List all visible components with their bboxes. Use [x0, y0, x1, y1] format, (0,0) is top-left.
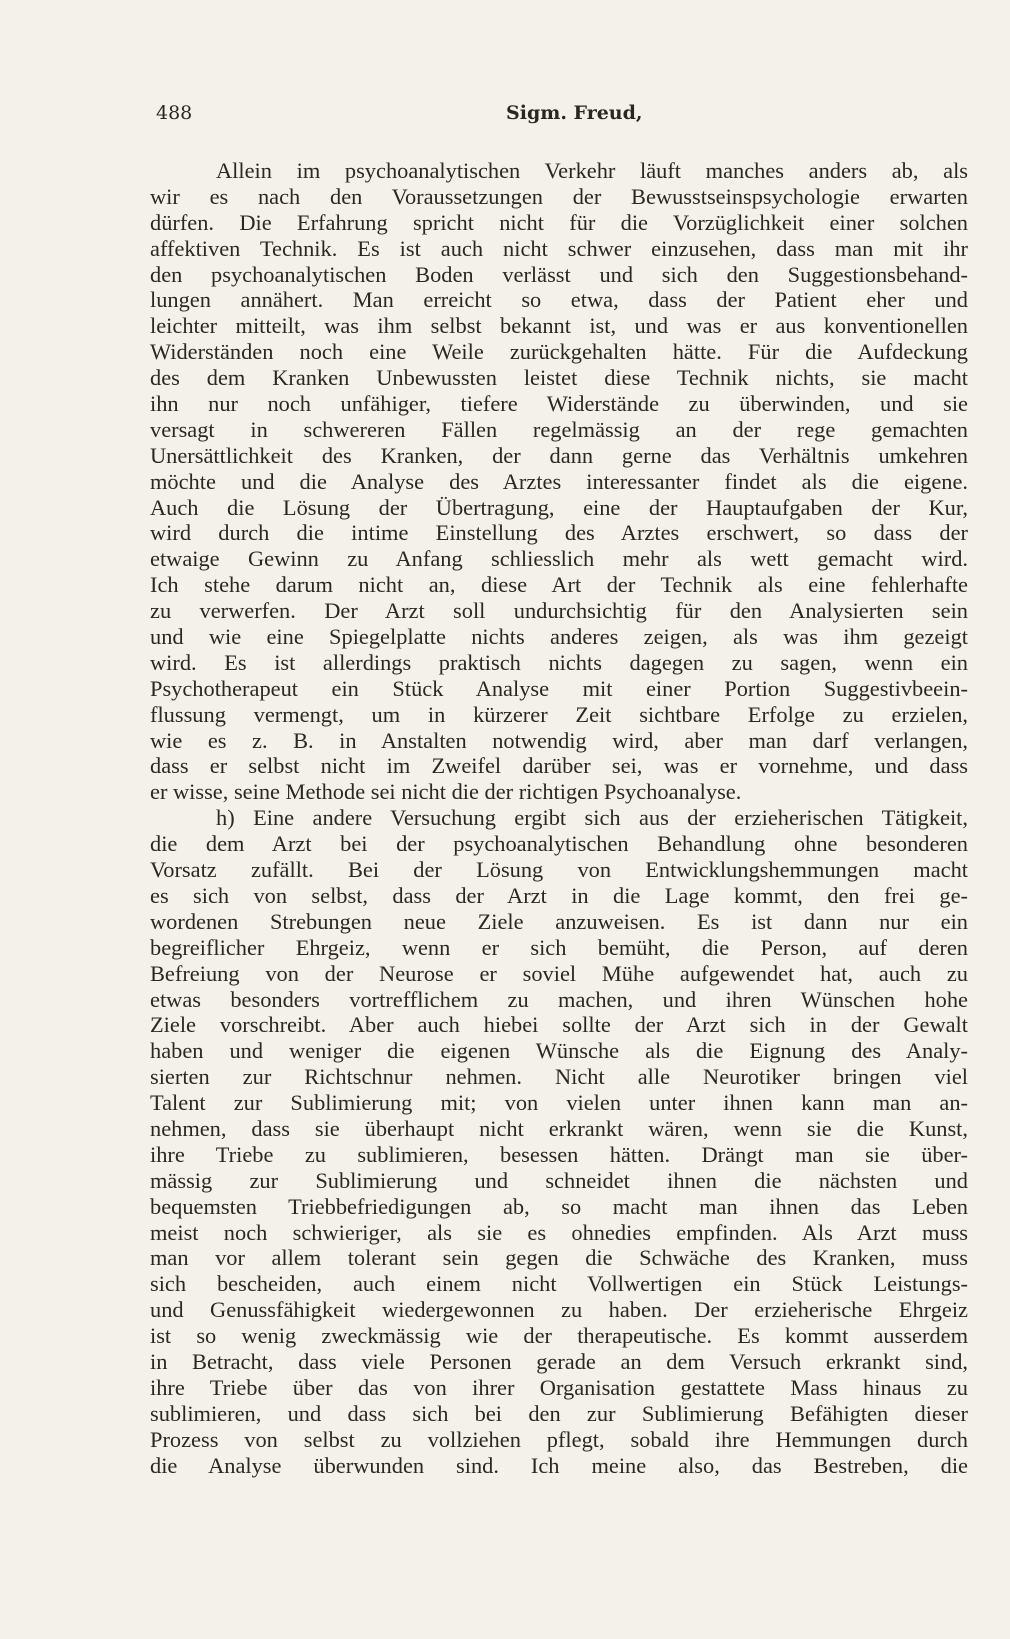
text-line: ihn nur noch unfähiger, tiefere Widerstände zu überwinden, und sie: [150, 391, 968, 417]
text-line: möchte und die Analyse des Arztes interessanter findet als die eigene.: [150, 468, 968, 494]
text-line: es sich von selbst, dass der Arzt in die Lage kommt, den frei ge-: [150, 882, 968, 908]
text-line: dass er selbst nicht im Zweifel darüber sei, was er vornehme, und dass: [150, 753, 968, 779]
text-line: Auch die Lösung der Übertragung, eine der Hauptaufgaben der Kur,: [150, 494, 968, 520]
page-number: 488: [156, 102, 193, 124]
text-line: Ziele vorschreibt. Aber auch hiebei sollte der Arzt sich in der Gewalt: [150, 1012, 968, 1038]
text-line: Vorsatz zufällt. Bei der Lösung von Entwicklungshemmungen macht: [150, 857, 968, 883]
text-line: ihre Triebe über das von ihrer Organisation gestattete Mass hinaus zu: [150, 1374, 968, 1400]
text-line: man vor allem tolerant sein gegen die Schwäche des Kranken, muss: [150, 1245, 968, 1271]
text-line: und Genussfähigkeit wiedergewonnen zu haben. Der erzieherische Ehrgeiz: [150, 1297, 968, 1323]
text-line: wie es z. B. in Anstalten notwendig wird, aber man darf verlangen,: [150, 727, 968, 753]
text-line: bequemsten Triebbefriedigungen ab, so macht man ihnen das Leben: [150, 1193, 968, 1219]
text-line: haben und weniger die eigenen Wünsche als die Eignung des Analy-: [150, 1038, 968, 1064]
text-line: Unersättlichkeit des Kranken, der dann gerne das Verhältnis umkehren: [150, 442, 968, 468]
text-line: mässig zur Sublimierung und schneidet ihnen die nächsten und: [150, 1167, 968, 1193]
text-line: zu verwerfen. Der Arzt soll undurchsichtig für den Analysierten sein: [150, 598, 968, 624]
text-line: Befreiung von der Neurose er soviel Mühe aufgewendet hat, auch zu: [150, 960, 968, 986]
text-line: dürfen. Die Erfahrung spricht nicht für die Vorzüglichkeit einer solchen: [150, 209, 968, 235]
page-header: [150, 102, 970, 132]
text-line: etwaige Gewinn zu Anfang schliesslich mehr als wett gemacht wird.: [150, 546, 968, 572]
text-line: die Analyse überwunden sind. Ich meine also, das Bestreben, die: [150, 1452, 968, 1478]
text-line: affektiven Technik. Es ist auch nicht schwer einzusehen, dass man mit ihr: [150, 235, 968, 261]
text-line: nehmen, dass sie überhaupt nicht erkrankt wären, wenn sie die Kunst,: [150, 1115, 968, 1141]
text-line: Prozess von selbst zu vollziehen pflegt, sobald ihre Hemmungen durch: [150, 1426, 968, 1452]
text-line: sublimieren, und dass sich bei den zur Sublimierung Befähigten dieser: [150, 1400, 968, 1426]
text-line: in Betracht, dass viele Personen gerade an dem Versuch erkrankt sind,: [150, 1348, 968, 1374]
text-line: etwas besonders vortrefflichem zu machen, und ihren Wünschen hohe: [150, 986, 968, 1012]
text-line: lungen annähert. Man erreicht so etwa, dass der Patient eher und: [150, 287, 968, 313]
text-line: sierten zur Richtschnur nehmen. Nicht alle Neurotiker bringen viel: [150, 1064, 968, 1090]
text-line: h) Eine andere Versuchung ergibt sich aus der erzieherischen Tätigkeit,: [216, 805, 968, 831]
body-text: [150, 158, 968, 1478]
text-line: sich bescheiden, auch einem nicht Vollwertigen ein Stück Leistungs-: [150, 1271, 968, 1297]
text-line: ihre Triebe zu sublimieren, besessen hätten. Drängt man sie über-: [150, 1141, 968, 1167]
text-line: Allein im psychoanalytischen Verkehr läuft manches anders ab, als: [216, 158, 968, 183]
text-line: meist noch schwieriger, als sie es ohnedies empfinden. Als Arzt muss: [150, 1219, 968, 1245]
text-line: Ich stehe darum nicht an, diese Art der Technik als eine fehlerhafte: [150, 572, 968, 598]
text-line: wird durch die intime Einstellung des Arztes erschwert, so dass der: [150, 520, 968, 546]
running-head: Sigm. Freud,: [506, 102, 643, 124]
text-line: leichter mitteilt, was ihm selbst bekannt ist, und was er aus konventionellen: [150, 313, 968, 339]
text-line: Psychotherapeut ein Stück Analyse mit einer Portion Suggestivbeein-: [150, 675, 968, 701]
text-line: wir es nach den Voraussetzungen der Bewusstseinspsychologie erwarten: [150, 183, 968, 209]
text-line: wird. Es ist allerdings praktisch nichts dagegen zu sagen, wenn ein: [150, 649, 968, 675]
text-line: Talent zur Sublimierung mit; von vielen unter ihnen kann man an-: [150, 1090, 968, 1116]
paragraph: [150, 805, 968, 1478]
text-line: begreiflicher Ehrgeiz, wenn er sich bemüht, die Person, auf deren: [150, 934, 968, 960]
text-line: den psychoanalytischen Boden verlässt und sich den Suggestionsbehand-: [150, 261, 968, 287]
text-line: die dem Arzt bei der psychoanalytischen Behandlung ohne besonderen: [150, 831, 968, 857]
text-line: Widerständen noch eine Weile zurückgehalten hätte. Für die Aufdeckung: [150, 339, 968, 365]
text-line: versagt in schwereren Fällen regelmässig an der rege gemachten: [150, 416, 968, 442]
text-line: ist so wenig zweckmässig wie der therapeutische. Es kommt ausserdem: [150, 1323, 968, 1349]
text-line: wordenen Strebungen neue Ziele anzuweisen. Es ist dann nur ein: [150, 908, 968, 934]
paragraph: [150, 158, 968, 805]
text-line: des dem Kranken Unbewussten leistet diese Technik nichts, sie macht: [150, 365, 968, 391]
text-line: er wisse, seine Methode sei nicht die der richtigen Psychoanalyse.: [150, 779, 742, 805]
text-line: und wie eine Spiegelplatte nichts anderes zeigen, als was ihm gezeigt: [150, 624, 968, 650]
text-line: flussung vermengt, um in kürzerer Zeit sichtbare Erfolge zu erzielen,: [150, 701, 968, 727]
